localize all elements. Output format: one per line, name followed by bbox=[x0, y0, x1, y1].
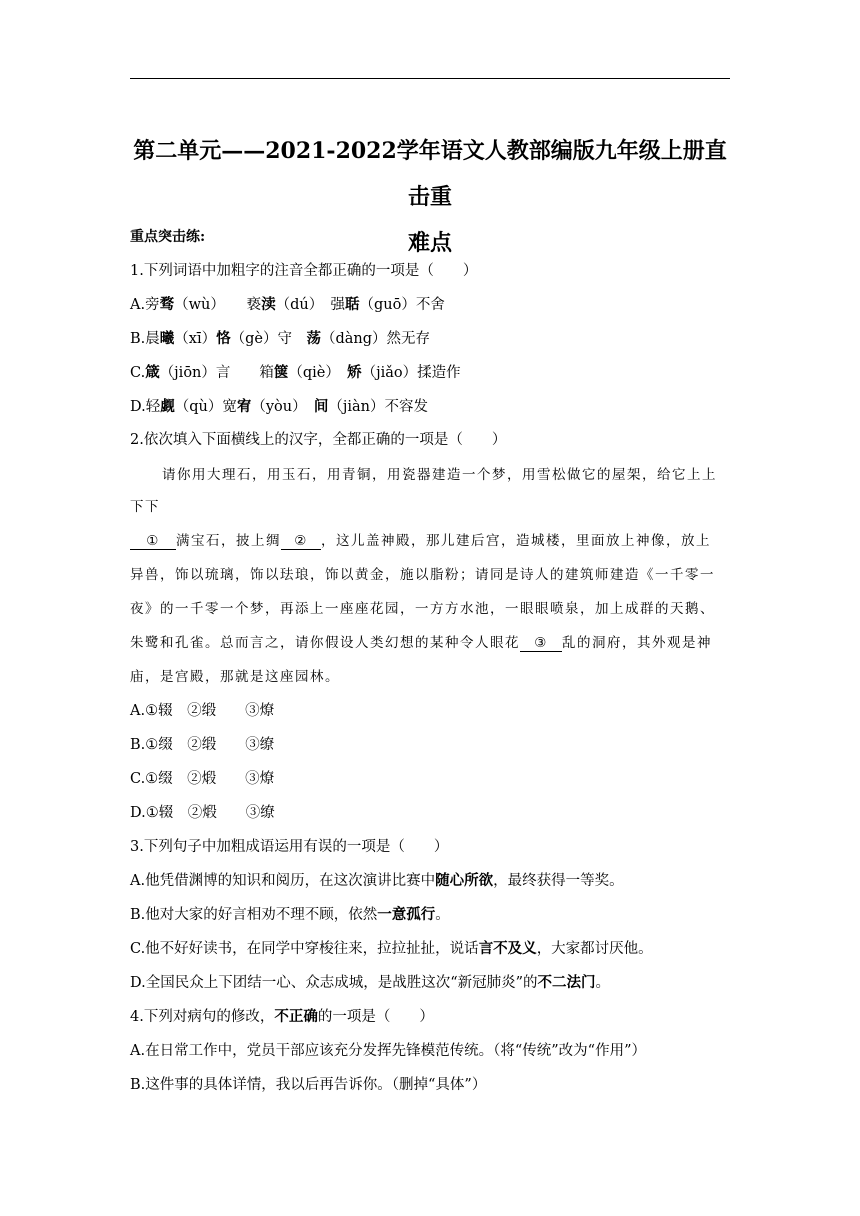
text: C. bbox=[130, 365, 146, 381]
blank-2: ② bbox=[281, 533, 321, 550]
header-rule bbox=[130, 78, 730, 79]
text: D.全国民众上下团结一心、众志成城，是战胜这次“新冠肺炎”的 bbox=[130, 975, 538, 991]
bold-char: 渎 bbox=[261, 296, 276, 313]
q2-passage-line-7: 庙，是宫殿，那就是这座园林。 bbox=[130, 669, 340, 685]
text: A.旁 bbox=[130, 297, 160, 313]
q1-option-d bbox=[130, 395, 428, 416]
q4-option-a: A.在日常工作中，党员干部应该充分发挥先锋模范传统。（将“传统”改为“作用”） bbox=[130, 1043, 646, 1059]
text: ，这儿盖神殿，那儿建后宫，造城楼，里面放上神像，放上 bbox=[321, 533, 711, 549]
q3-option-b bbox=[130, 903, 450, 924]
text: （dàng）然无存 bbox=[320, 331, 431, 347]
q2-passage-line-3 bbox=[130, 529, 711, 550]
section-label: 重点突击练: bbox=[130, 229, 206, 245]
bold-word: 不正确 bbox=[274, 1008, 318, 1025]
bold-char: 箴 bbox=[145, 364, 160, 381]
q4-option-b: B.这件事的具体详情，我以后再告诉你。（删掉“具体”） bbox=[130, 1077, 487, 1093]
bold-idiom: 一意孤行 bbox=[377, 906, 436, 923]
q2-stem: 2.依次填入下面横线上的汉字，全都正确的一项是（ ） bbox=[130, 432, 507, 448]
text: （dú） 强 bbox=[275, 297, 345, 313]
text: ，最终获得一等奖。 bbox=[493, 873, 624, 889]
q3-option-a bbox=[130, 869, 624, 890]
blank-1: ① bbox=[130, 533, 176, 550]
q2-option-c: C.①缀 ②煅 ③燎 bbox=[130, 771, 275, 787]
bold-char: 矫 bbox=[347, 364, 362, 381]
bold-char: 恪 bbox=[216, 330, 231, 347]
q3-stem: 3.下列句子中加粗成语运用有误的一项是（ ） bbox=[130, 839, 449, 855]
q1-option-b bbox=[130, 327, 430, 348]
q1-option-c bbox=[130, 361, 461, 382]
text: A.他凭借渊博的知识和阅历，在这次演讲比赛中 bbox=[130, 873, 436, 889]
text: B.晨 bbox=[130, 331, 160, 347]
title-line-2: 难点 bbox=[407, 230, 452, 256]
text: （gè）守 bbox=[230, 331, 307, 347]
q4-stem bbox=[130, 1005, 434, 1026]
text: （qù）宽 bbox=[174, 399, 237, 415]
q2-passage-line-6 bbox=[130, 631, 712, 652]
text: C.他不好好读书，在同学中穿梭往来，拉拉扯扯，说话 bbox=[130, 941, 479, 957]
q1-stem: 1.下列词语中加粗字的注音全都正确的一项是（ ） bbox=[130, 263, 478, 279]
document-title bbox=[130, 128, 730, 266]
bold-char: 骛 bbox=[159, 296, 175, 313]
bold-char: 间 bbox=[313, 398, 329, 415]
text: B.他对大家的好言相劝不理不顾，依然 bbox=[130, 907, 378, 923]
bold-idiom: 言不及义 bbox=[478, 940, 537, 957]
text: ，大家都讨厌他。 bbox=[536, 941, 653, 957]
text: 朱鹭和孔雀。总而言之，请你假设人类幻想的某种令人眼花 bbox=[130, 635, 520, 651]
text: （jiǎo）揉造作 bbox=[361, 365, 461, 381]
q2-option-b: B.①缀 ②缎 ③缭 bbox=[130, 737, 275, 753]
bold-char: 箧 bbox=[273, 364, 289, 381]
q2-option-a: A.①辍 ②缎 ③燎 bbox=[130, 703, 275, 719]
title-line-1: 第二单元——2021-2022学年语文人教部编版九年级上册直击重 bbox=[133, 138, 727, 210]
q2-option-d: D.①辍 ②煅 ③缭 bbox=[130, 805, 275, 821]
text: 满宝石，披上绸 bbox=[176, 533, 281, 549]
q2-passage-line-2: 下下 bbox=[130, 499, 160, 515]
text: 4.下列对病句的修改， bbox=[130, 1009, 275, 1025]
q3-option-c bbox=[130, 937, 653, 958]
text: （yòu） bbox=[251, 399, 314, 415]
q1-option-a bbox=[130, 293, 445, 314]
bold-char: 聒 bbox=[344, 296, 360, 313]
text: D.轻 bbox=[130, 399, 161, 415]
text: （jiōn）言 箱 bbox=[159, 365, 274, 381]
q2-passage-line-4: 异兽，饰以琉璃，饰以珐琅，饰以黄金，施以脂粉；请同是诗人的建筑师建造《一千零一 bbox=[130, 567, 715, 583]
text: （xī） bbox=[174, 331, 217, 347]
text: 乱的洞府，其外观是神 bbox=[562, 635, 712, 651]
text: （jiàn）不容发 bbox=[328, 399, 428, 415]
bold-char: 觑 bbox=[160, 398, 175, 415]
q3-option-d bbox=[130, 971, 610, 992]
bold-idiom: 不二法门 bbox=[537, 974, 596, 991]
blank-3: ③ bbox=[520, 635, 562, 652]
q2-passage-line-5: 夜》的一千零一个梦，再添上一座座花园，一方方水池，一眼眼喷泉，加上成群的天鹅、 bbox=[130, 601, 715, 617]
q2-passage-line-1: 请你用大理石，用玉石，用青铜，用瓷器建造一个梦，用雪松做它的屋架，给它上上 bbox=[162, 467, 717, 483]
text: 。 bbox=[595, 975, 611, 991]
text: （wù） 亵 bbox=[174, 297, 262, 313]
text: （guō）不舍 bbox=[359, 297, 445, 313]
bold-char: 荡 bbox=[306, 330, 321, 347]
text: 的一项是（ ） bbox=[317, 1009, 434, 1025]
text: （qiè） bbox=[288, 365, 348, 381]
bold-char: 曦 bbox=[159, 330, 175, 347]
bold-char: 宥 bbox=[236, 398, 252, 415]
bold-idiom: 随心所欲 bbox=[435, 872, 494, 889]
text: 。 bbox=[435, 907, 450, 923]
